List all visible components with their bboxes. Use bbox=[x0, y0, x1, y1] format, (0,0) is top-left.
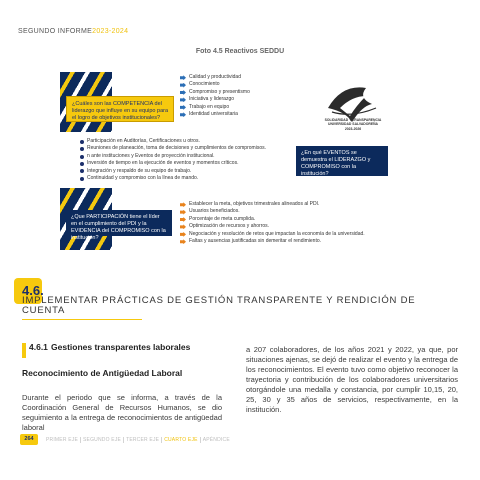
list-item-text: Optimización de recursos y ahorros. bbox=[189, 223, 270, 230]
list-item bbox=[180, 201, 365, 208]
competencias-list bbox=[180, 74, 250, 118]
footer-navigation bbox=[44, 437, 232, 443]
logo-caption-text: SOLIDARIDAD Y TRANSPARENCIA UNIVERSIDAD SALVADOREÑA 2023-2026 bbox=[324, 118, 382, 131]
subsection-bar bbox=[22, 343, 26, 358]
arrow-icon bbox=[180, 75, 186, 80]
running-header bbox=[18, 28, 128, 35]
footer-nav-item[interactable]: APÉNDICE bbox=[202, 437, 230, 443]
question-competencias: ¿Cuáles son las COMPETENCIA del liderazgo que influye en su equipo para el logro de objetivos institucionales? bbox=[66, 96, 174, 122]
list-item-text: Participación en Auditorías, Certificaciones u otros. bbox=[87, 138, 200, 144]
section-number: 4.6. bbox=[22, 283, 44, 298]
list-item bbox=[180, 111, 250, 118]
list-item-text: Iniciativa y liderazgo bbox=[189, 96, 235, 103]
subsection-number: 4.6.1 bbox=[29, 342, 48, 352]
header-text: SEGUNDO INFORME bbox=[18, 28, 93, 35]
question-eventos: ¿En qué EVENTOS se demuestra el LIDERAZGO y COMPROMISO con la institución? bbox=[296, 146, 388, 176]
arrow-icon bbox=[180, 83, 186, 88]
logo-caption bbox=[316, 118, 390, 131]
list-item bbox=[80, 138, 266, 145]
list-item bbox=[180, 104, 250, 111]
bullet-icon bbox=[80, 169, 84, 173]
question-participacion: ¿Que PARTICIPACIÓN tiene el líder en el cumplimiento del PDI y la EVIDENCIA del COMPROMISO con la institución? bbox=[66, 210, 172, 236]
list-item-text: Continuidad y compromiso con la línea de mando. bbox=[87, 175, 199, 182]
list-item-text: Usuarios beneficiados. bbox=[189, 208, 240, 215]
list-item bbox=[180, 96, 250, 103]
list-item bbox=[180, 223, 365, 230]
list-item bbox=[180, 231, 365, 238]
list-item bbox=[80, 145, 266, 152]
footer-nav-item[interactable]: TERCER EJE bbox=[124, 437, 162, 443]
figure-caption: Foto 4.5 Reactivos SEDDU bbox=[195, 48, 285, 55]
list-item-text: Inversión de tiempo en la ejecución de eventos y momentos críticos. bbox=[87, 160, 239, 167]
arrow-icon bbox=[180, 210, 186, 215]
arrow-icon bbox=[180, 217, 186, 222]
list-item-text: Compromiso y presentismo bbox=[189, 88, 250, 95]
arrow-icon bbox=[180, 90, 186, 95]
section-title: IMPLEMENTAR PRÁCTICAS DE GESTIÓN TRANSPARENTE Y RENDICIÓN DE CUENTA bbox=[22, 295, 416, 316]
list-item bbox=[180, 74, 250, 81]
list-item bbox=[180, 238, 365, 245]
bullet-icon bbox=[80, 147, 84, 151]
arrow-icon bbox=[180, 112, 186, 117]
actividades-list bbox=[80, 138, 266, 182]
body-text-left: Durante el periodo que se informa, a través de la Coordinación General de Recursos Humanos, se dio seguimiento a la entrega de reconocimientos de antigüedad laboral bbox=[22, 393, 222, 432]
list-item-text: Establecer la meta, objetivos trimestrales alineados al PDI. bbox=[189, 201, 320, 207]
list-item-text: Conocimiento bbox=[189, 81, 220, 88]
list-item-text: Negociación y resolución de retos que impactan la economía de la universidad. bbox=[189, 230, 365, 237]
arrow-icon bbox=[180, 105, 186, 110]
list-item-text: Integración y respaldo de su equipo de trabajo. bbox=[87, 167, 192, 174]
footer-nav-item[interactable]: CUARTO EJE bbox=[162, 437, 201, 443]
arrow-icon bbox=[180, 232, 186, 237]
list-item-text: Porcentaje de meta cumplida. bbox=[189, 215, 256, 222]
list-item-text: Calidad y productividad bbox=[189, 74, 241, 80]
list-item bbox=[180, 89, 250, 96]
list-item bbox=[180, 208, 365, 215]
subsection-title: Gestiones transparentes laborales bbox=[51, 342, 191, 352]
arrow-icon bbox=[180, 239, 186, 244]
content-heading: Reconocimiento de Antigüedad Laboral bbox=[22, 368, 183, 378]
arrow-icon bbox=[180, 202, 186, 207]
footer-nav-item[interactable]: SEGUNDO EJE bbox=[81, 437, 124, 443]
header-years: 2023-2024 bbox=[92, 28, 129, 35]
list-item bbox=[180, 81, 250, 88]
footer-nav-item[interactable]: PRIMER EJE bbox=[44, 437, 81, 443]
bullet-icon bbox=[80, 162, 84, 166]
list-item bbox=[80, 175, 266, 182]
list-item-text: Identidad universitaria bbox=[189, 111, 238, 118]
figure-seddu bbox=[60, 60, 430, 320]
section-divider bbox=[22, 319, 142, 320]
list-item-text: n ante instituciones y Eventos de proyección institucional. bbox=[87, 152, 215, 159]
evidencias-list bbox=[180, 201, 365, 245]
bullet-icon bbox=[80, 140, 84, 144]
arrow-icon bbox=[180, 224, 186, 229]
list-item-text: Faltas y ausencias justificadas sin demeritar el rendimiento. bbox=[189, 238, 322, 245]
list-item bbox=[180, 216, 365, 223]
list-item-text: Trabajo en equipo bbox=[189, 103, 230, 110]
bullet-icon bbox=[80, 177, 84, 181]
list-item bbox=[80, 153, 266, 160]
list-item bbox=[80, 160, 266, 167]
body-text-right: a 207 colaboradores, de los años 2021 y 2022, ya que, por situaciones ajenas, se dejó de realizar el evento y la entrega de los reconocimientos. El evento tuvo como objetivo reconocer la trayectoria y contribución de los colaboradores universitarios otorgándole una medalla y constancia, por cumplir 10,15, 20, 25, 30 y 35 años de servicios, respectivamente, en la institución. bbox=[246, 345, 458, 414]
arrow-icon bbox=[180, 97, 186, 102]
list-item-text: Reuniones de planeación, toma de decisiones y cumplimientos de compromisos. bbox=[87, 145, 266, 152]
page-number: 264 bbox=[24, 436, 34, 442]
list-item bbox=[80, 168, 266, 175]
bullet-icon bbox=[80, 155, 84, 159]
